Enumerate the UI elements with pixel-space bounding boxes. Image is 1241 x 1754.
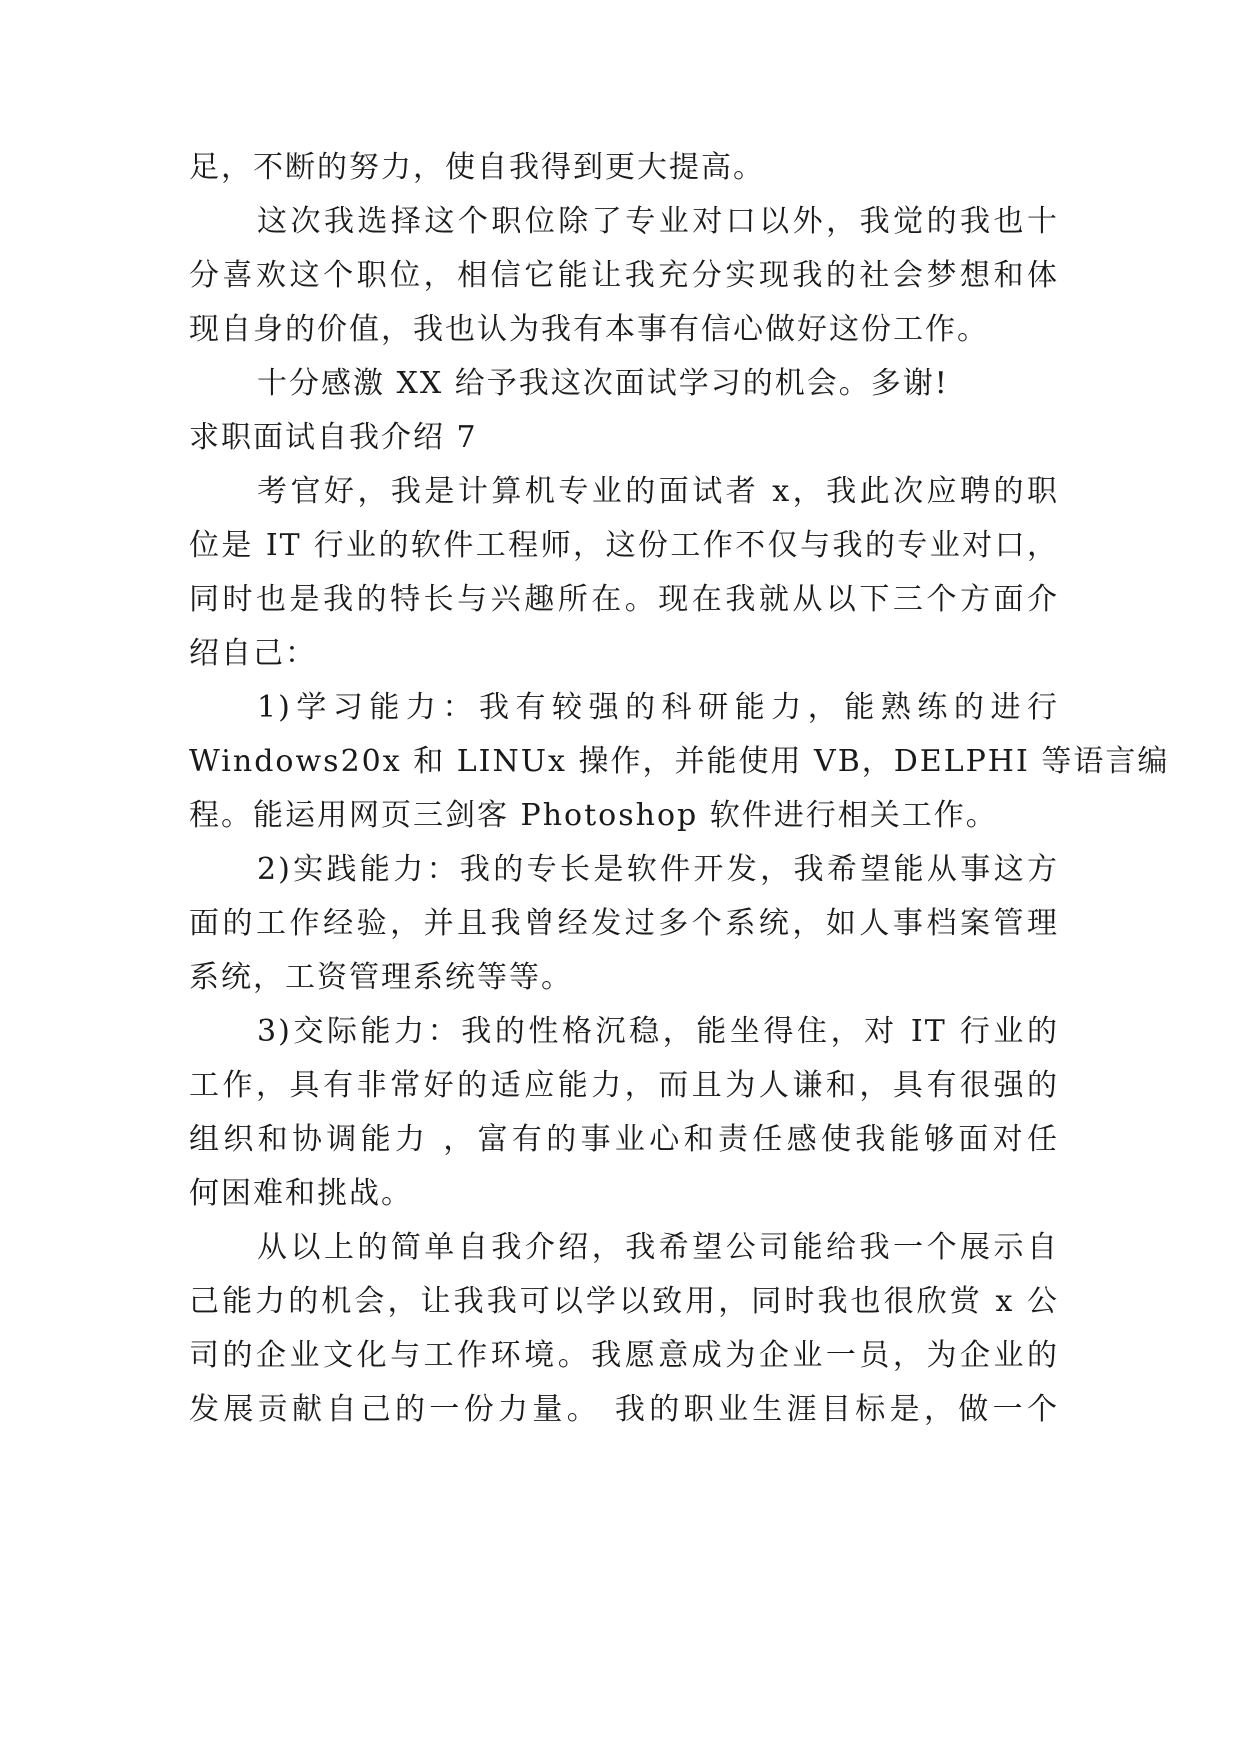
text-line-11: 1)学习能力：我有较强的科研能力，能熟练的进行 — [257, 690, 1059, 725]
text-line-13: 程。能运用网页三剑客 Photoshop 软件进行相关工作。 — [189, 798, 998, 833]
text-line-7: 考官好，我是计算机专业的面试者 x，我此次应聘的职 — [257, 474, 1059, 509]
text-line-18: 工作，具有非常好的适应能力，而且为人谦和，具有很强的 — [189, 1068, 1059, 1103]
text-line-12: Windows20x 和 LINUx 操作，并能使用 VB，DELPHI 等语言编 — [189, 744, 1170, 779]
text-line-23: 司的企业文化与工作环境。我愿意成为企业一员，为企业的 — [189, 1338, 1059, 1373]
text-line-20: 何困难和挑战。 — [189, 1176, 413, 1211]
text-line-24: 发展贡献自己的一份力量。 我的职业生涯目标是，做一个 — [189, 1392, 1059, 1427]
text-line-14: 2)实践能力：我的专长是软件开发，我希望能从事这方 — [257, 852, 1059, 887]
text-line-17: 3)交际能力：我的性格沉稳，能坐得住，对 IT 行业的 — [257, 1014, 1059, 1049]
text-line-3: 分喜欢这个职位，相信它能让我充分实现我的社会梦想和体 — [189, 258, 1059, 293]
text-line-2: 这次我选择这个职位除了专业对口以外，我觉的我也十 — [257, 204, 1059, 239]
text-line-1: 足，不断的努力，使自我得到更大提高。 — [189, 150, 765, 185]
text-line-16: 系统，工资管理系统等等。 — [189, 960, 573, 995]
text-line-9: 同时也是我的特长与兴趣所在。现在我就从以下三个方面介 — [189, 582, 1059, 617]
text-line-5: 十分感激 XX 给予我这次面试学习的机会。多谢! — [257, 366, 949, 401]
text-line-10: 绍自己： — [189, 636, 317, 671]
section-heading: 求职面试自我介绍 7 — [189, 420, 478, 455]
text-line-15: 面的工作经验，并且我曾经发过多个系统，如人事档案管理 — [189, 906, 1059, 941]
text-line-22: 己能力的机会，让我我可以学以致用，同时我也很欣赏 x 公 — [189, 1284, 1059, 1319]
text-line-8: 位是 IT 行业的软件工程师，这份工作不仅与我的专业对口， — [189, 528, 1059, 563]
text-line-21: 从以上的简单自我介绍，我希望公司能给我一个展示自 — [257, 1230, 1059, 1265]
text-line-19: 组织和协调能力 ，富有的事业心和责任感使我能够面对任 — [189, 1122, 1059, 1157]
text-line-4: 现自身的价值，我也认为我有本事有信心做好这份工作。 — [189, 312, 989, 347]
